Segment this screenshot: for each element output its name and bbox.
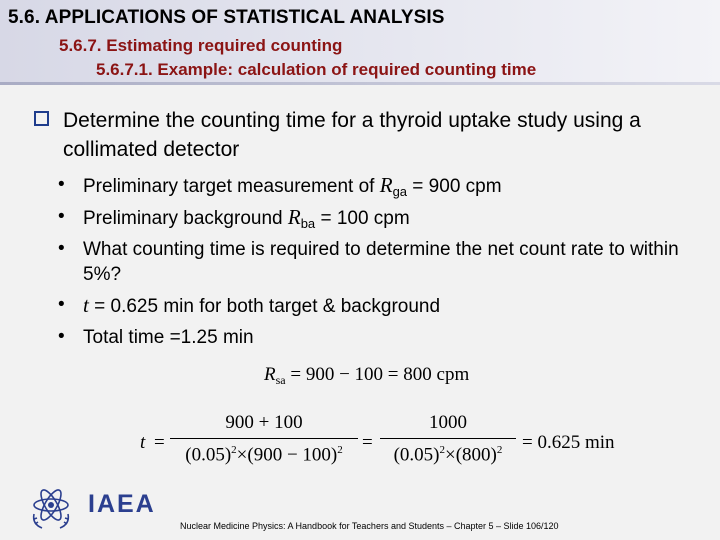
fraction-2 (380, 412, 516, 482)
bullet-text: What counting time is required to determine the net count rate to within 5%? (83, 239, 679, 285)
exponent: 2 (439, 444, 446, 456)
header-divider (0, 82, 720, 85)
den-term: (0.05) (393, 444, 440, 466)
list-item (58, 293, 708, 319)
slide-title: 5.6. APPLICATIONS OF STATISTICAL ANALYSIS (8, 7, 445, 28)
times-sign: × (445, 444, 456, 466)
bullet-dot-icon: • (58, 326, 65, 347)
list-item (58, 325, 708, 350)
times-sign: × (236, 444, 248, 466)
equation-net-rate (264, 364, 469, 386)
bullet-dot-icon: • (58, 294, 65, 315)
subscript-ga: ga (392, 184, 408, 199)
fraction-1-denominator (170, 444, 358, 466)
exponent: 2 (496, 444, 503, 456)
lead-text: Determine the counting time for a thyroid uptake study using a collimated detector (63, 109, 641, 161)
exponent: 2 (231, 444, 237, 456)
fraction-2-denominator (380, 444, 516, 466)
slide-subsubtitle: 5.6.7.1. Example: calculation of required counting time (96, 60, 537, 79)
variable-t: t (83, 293, 89, 317)
equation-counting-time (140, 412, 640, 482)
square-bullet-icon (34, 111, 49, 126)
eq-variable-t: t (140, 432, 146, 453)
bullet-value: = 900 cpm (407, 176, 502, 197)
list-item (58, 237, 708, 287)
lead-item (34, 106, 694, 164)
eq-equals: = (362, 432, 373, 453)
exponent: 2 (337, 444, 343, 456)
eq-equals: = (154, 432, 165, 453)
eq-rhs: = 900 − 100 = 800 cpm (285, 364, 470, 385)
iaea-logo-icon (28, 484, 74, 530)
bullet-dot-icon: • (58, 206, 65, 227)
den-term: (800) (455, 444, 497, 466)
eq-variable-r: R (264, 364, 276, 385)
variable-r: R (287, 205, 301, 229)
fraction-1 (170, 412, 358, 482)
bullet-text: = 0.625 min for both target & background (88, 296, 441, 317)
den-term: (900 − 100) (247, 444, 338, 466)
bullet-text: Preliminary target measurement of (83, 176, 380, 197)
bullet-list (58, 173, 708, 356)
list-item (58, 205, 708, 231)
list-item (58, 173, 708, 199)
bullet-dot-icon: • (58, 174, 65, 195)
bullet-value: = 100 cpm (315, 208, 410, 229)
fraction-2-bar (380, 438, 516, 439)
eq-result: = 0.625 min (522, 432, 615, 453)
variable-r: R (379, 173, 393, 197)
iaea-wordmark: IAEA (88, 490, 156, 518)
bullet-text: Preliminary background (83, 208, 288, 229)
bullet-dot-icon: • (58, 238, 65, 259)
footer-citation: Nuclear Medicine Physics: A Handbook for Teachers and Students – Chapter 5 – Slide 106/120 (180, 521, 559, 531)
subscript-ba: ba (300, 216, 316, 231)
fraction-1-numerator: 900 + 100 (225, 412, 303, 433)
fraction-1-bar (170, 438, 358, 439)
eq-subscript-sa: sa (275, 373, 286, 387)
slide-subtitle: 5.6.7. Estimating required counting (59, 36, 343, 55)
fraction-2-numerator: 1000 (429, 412, 467, 433)
bullet-text: Total time =1.25 min (83, 327, 254, 348)
den-term: (0.05) (185, 444, 232, 466)
